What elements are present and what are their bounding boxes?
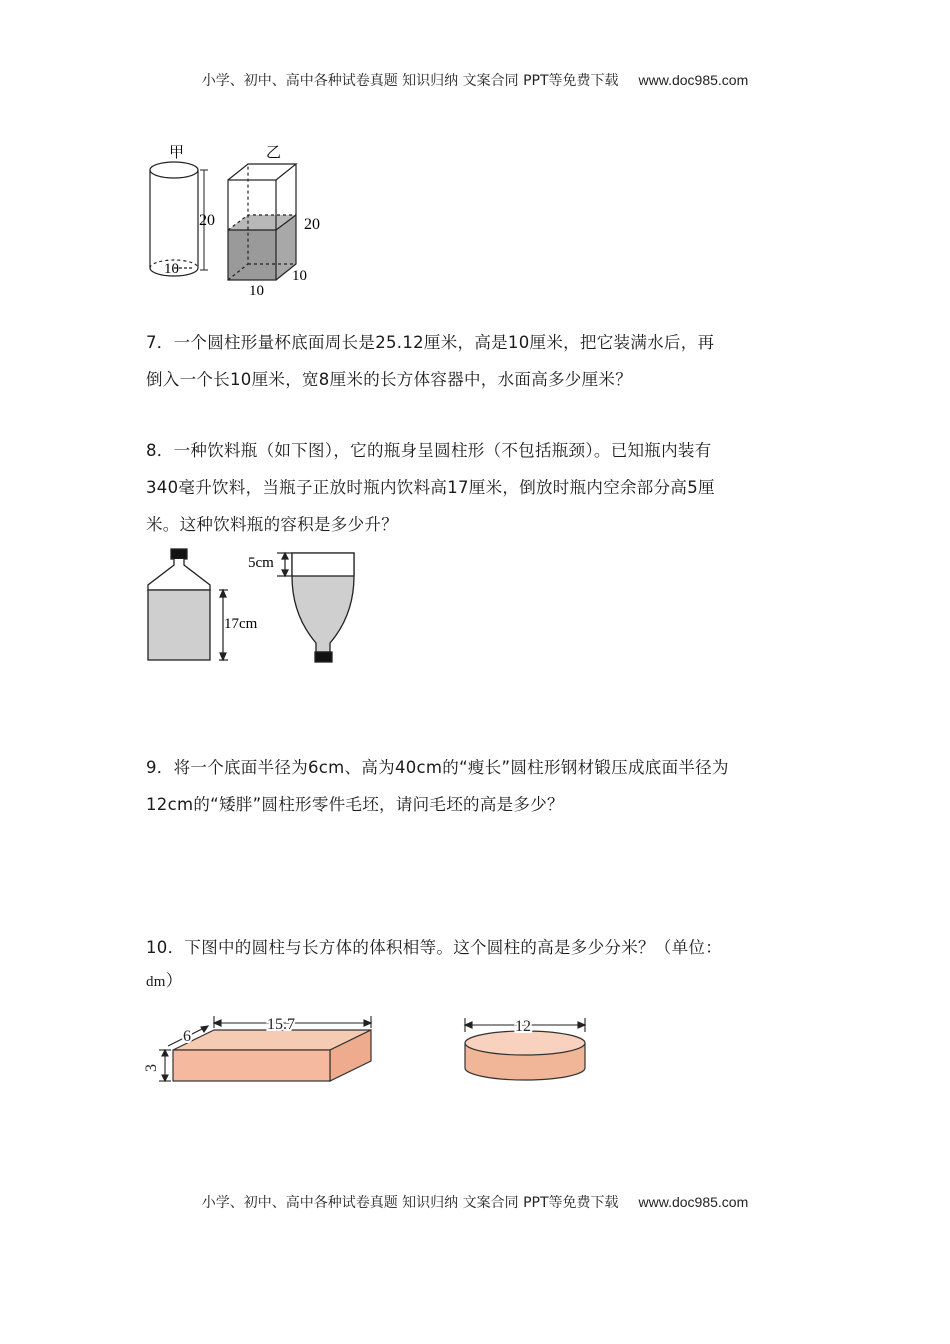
jia-label: 甲	[169, 145, 185, 161]
containers-figure	[140, 140, 340, 300]
cuboid-width: 6	[183, 1028, 191, 1045]
yi-length: 10	[249, 283, 264, 299]
yi-label: 乙	[266, 145, 282, 161]
cuboid-yi	[228, 164, 296, 280]
header-site: www.doc985.com	[638, 72, 749, 88]
question-9	[146, 749, 816, 823]
cylinder-jia	[150, 162, 198, 276]
q8-line1: 8．一种饮料瓶（如下图），它的瓶身呈圆柱形（不包括瓶颈）。已知瓶内装有	[146, 441, 712, 460]
question-8	[146, 432, 816, 543]
question-7	[146, 324, 816, 398]
q10-unit: dm	[146, 974, 166, 990]
q10-line2	[146, 968, 816, 995]
footer-text: 小学、初中、高中各种试卷真题 知识归纳 文案合同 PPT等免费下载	[201, 1195, 619, 1211]
cuboid-length: 15.7	[267, 1016, 295, 1033]
q10-line1: 10．下图中的圆柱与长方体的体积相等。这个圆柱的高是多少分米？（单位：	[146, 938, 722, 957]
cylinder	[465, 1031, 585, 1080]
q7-line2: 倒入一个长10厘米，宽8厘米的长方体容器中，水面高多少厘米？	[146, 370, 632, 389]
cylinder-diameter: 12	[515, 1018, 531, 1035]
inverted-bottle	[292, 553, 354, 662]
upright-bottle	[148, 549, 210, 660]
question-10	[146, 929, 816, 995]
solids-figure	[140, 1008, 600, 1088]
cuboid-height: 3	[143, 1064, 160, 1072]
q8-line3: 米。这种饮料瓶的容积是多少升？	[146, 515, 398, 534]
jia-height: 20	[199, 212, 215, 229]
q8-line2: 340毫升饮料，当瓶子正放时瓶内饮料高17厘米，倒放时瓶内空余部分高5厘	[146, 478, 715, 497]
jia-diameter: 10	[164, 261, 179, 277]
footer-site: www.doc985.com	[638, 1194, 749, 1210]
page-header	[0, 70, 950, 90]
header-text: 小学、初中、高中各种试卷真题 知识归纳 文案合同 PPT等免费下载	[201, 73, 619, 89]
upright-height: 17cm	[224, 616, 258, 632]
page-footer	[0, 1192, 950, 1212]
inverted-gap: 5cm	[248, 555, 274, 571]
yi-height: 20	[304, 216, 320, 233]
q9-line2: 12cm的“矮胖”圆柱形零件毛坯，请问毛坯的高是多少？	[146, 795, 564, 814]
cuboid-height-arrow	[159, 1050, 171, 1081]
yi-width: 10	[292, 268, 307, 284]
cuboid	[173, 1030, 371, 1081]
q9-line1: 9．将一个底面半径为6cm、高为40cm的“瘦长”圆柱形钢材锻压成底面半径为	[146, 758, 729, 777]
inverted-gap-arrow	[277, 553, 292, 576]
bottles-figure	[140, 545, 370, 670]
q7-line1: 7．一个圆柱形量杯底面周长是25.12厘米，高是10厘米，把它装满水后，再	[146, 333, 715, 352]
q10-close: ）	[165, 971, 183, 990]
